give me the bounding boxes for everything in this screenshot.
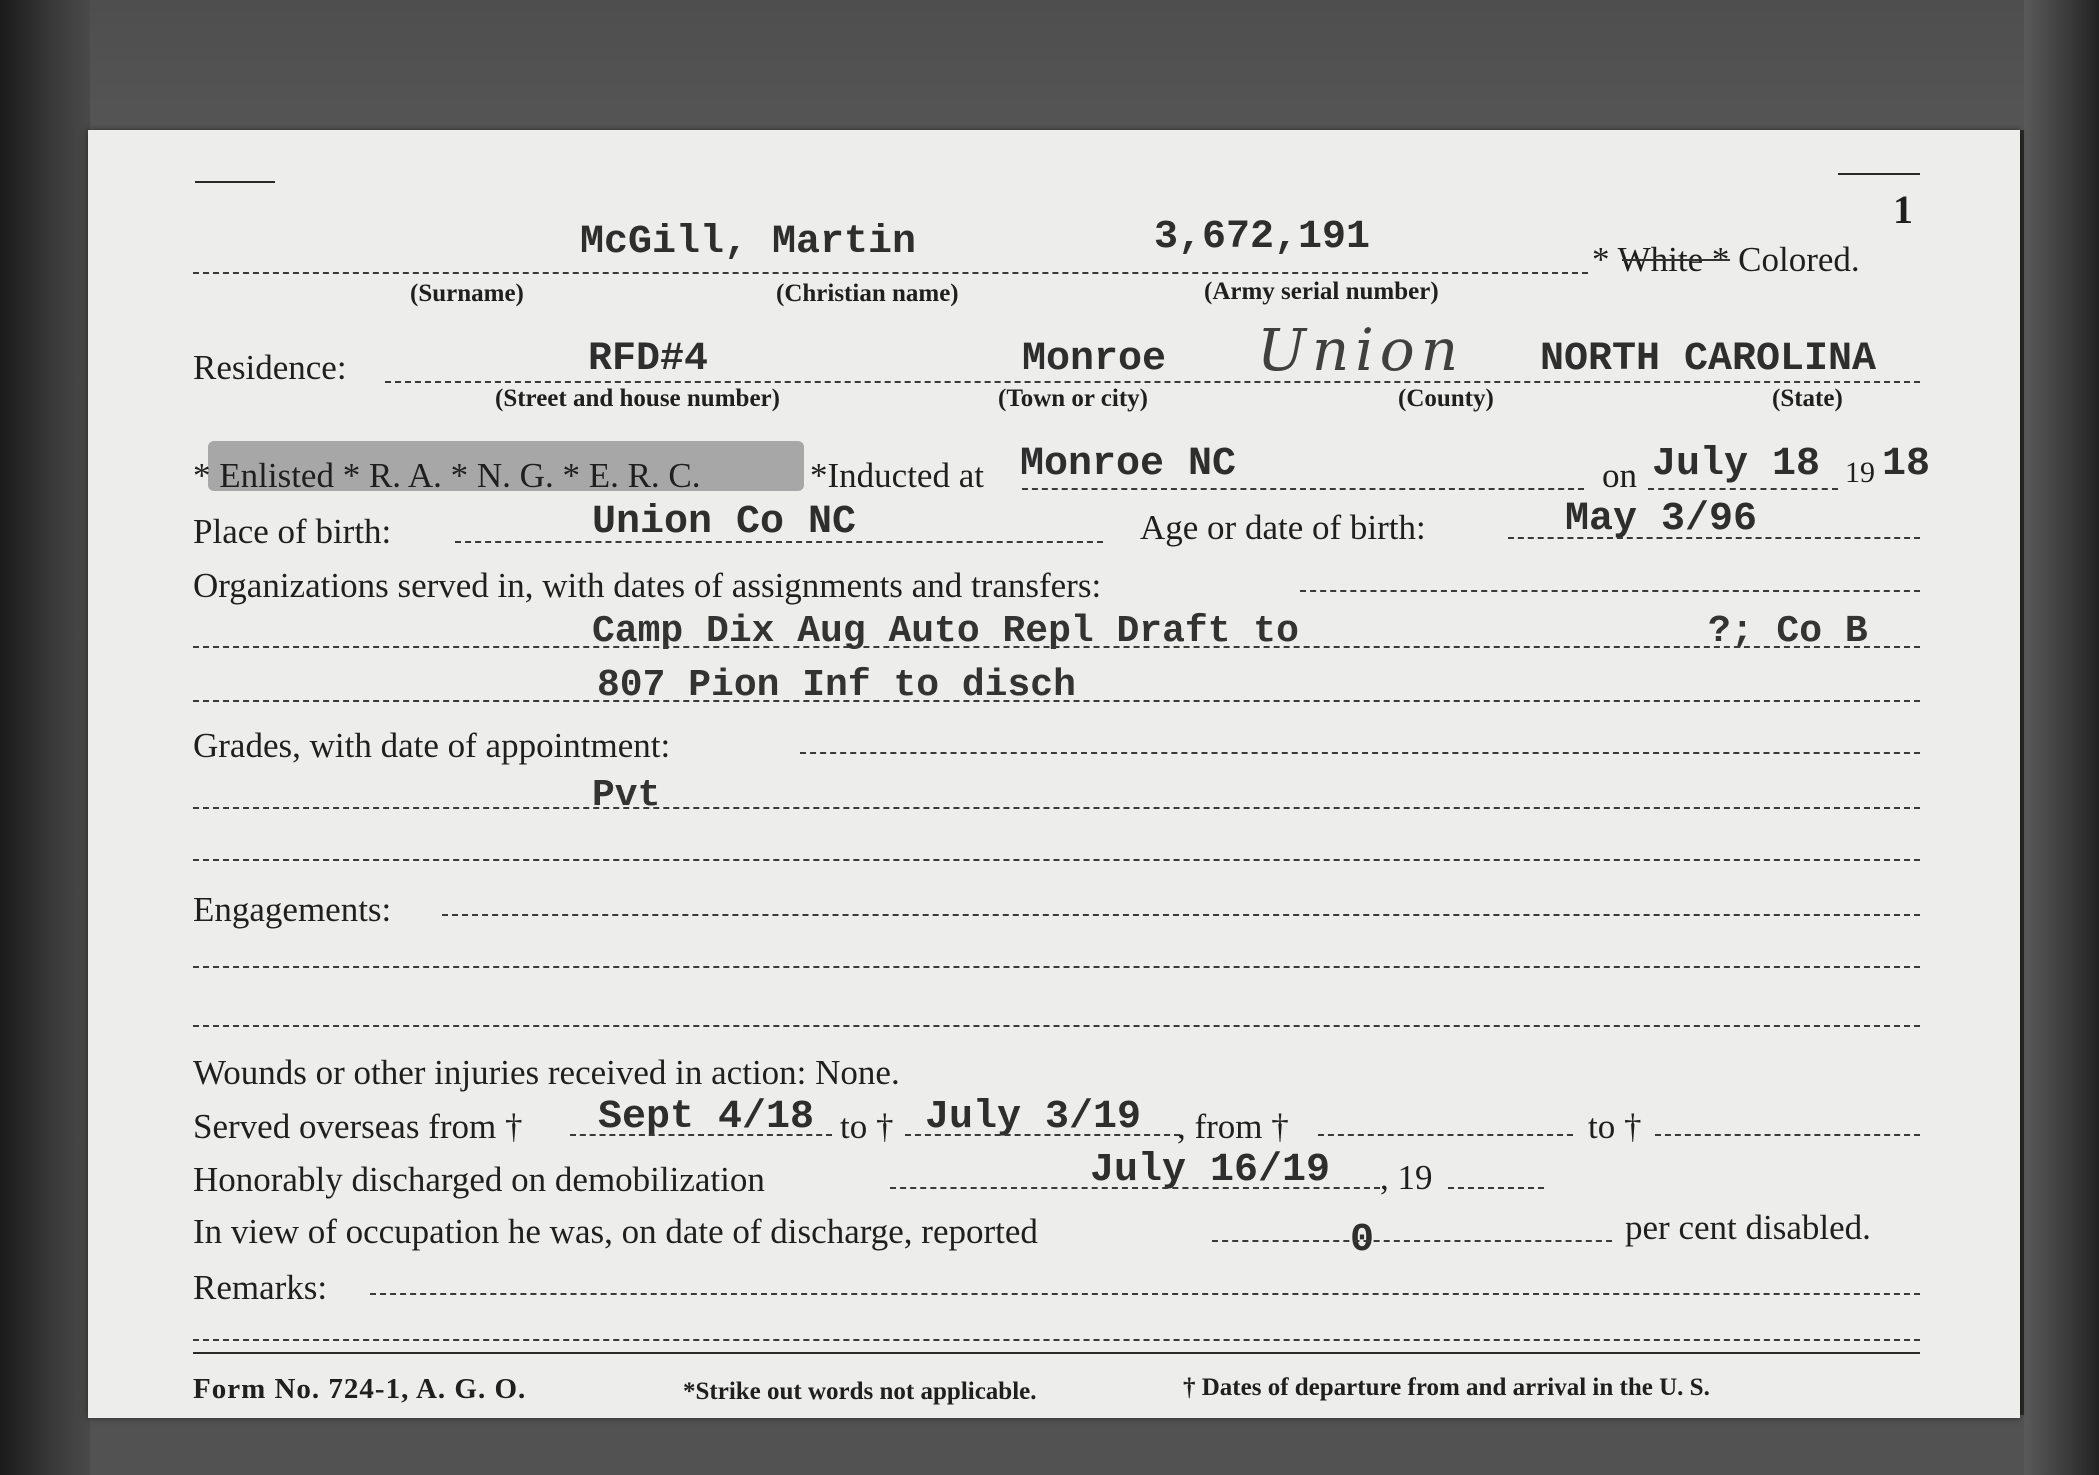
residence-underline bbox=[385, 381, 1920, 383]
footer-rule bbox=[193, 1352, 1920, 1354]
street-caption: (Street and house number) bbox=[495, 385, 780, 412]
card-number: 1 bbox=[1893, 187, 1913, 232]
scan-background-top bbox=[90, 0, 2024, 130]
birthdate-label: Age or date of birth: bbox=[1140, 508, 1426, 547]
birthplace-label: Place of birth: bbox=[193, 512, 392, 551]
overseas-from-2-label: , from † bbox=[1177, 1107, 1289, 1146]
year-prefix: 19 bbox=[1845, 456, 1875, 489]
overseas-to-label: to † bbox=[840, 1107, 894, 1146]
on-label: on bbox=[1602, 456, 1637, 495]
grade-value: Pvt bbox=[592, 774, 661, 817]
overseas-to-1-value: July 3/19 bbox=[925, 1095, 1142, 1140]
street-value: RFD#4 bbox=[588, 337, 709, 382]
engagements-label: Engagements: bbox=[193, 890, 392, 929]
organizations-underline-0 bbox=[1300, 590, 1920, 592]
overseas-from-1-value: Sept 4/18 bbox=[598, 1095, 815, 1140]
surname-caption: (Surname) bbox=[410, 280, 524, 307]
enlisted-options: * Enlisted * R. A. * N. G. * E. R. C. bbox=[193, 456, 701, 495]
footer-note-strike: *Strike out words not applicable. bbox=[683, 1378, 1037, 1405]
christian-name-caption: (Christian name) bbox=[776, 280, 959, 307]
disability-underline bbox=[1212, 1240, 1612, 1242]
county-caption: (County) bbox=[1398, 385, 1494, 412]
organizations-line-1-right: ?; Co B bbox=[1708, 610, 1868, 653]
inducted-place-value: Monroe NC bbox=[1020, 442, 1237, 487]
town-value: Monroe bbox=[1022, 337, 1167, 382]
scan-background-bottom bbox=[90, 1415, 2024, 1475]
discharge-date-value: July 16/19 bbox=[1090, 1148, 1331, 1193]
birthplace-value: Union Co NC bbox=[592, 500, 857, 545]
inducted-date-underline bbox=[1648, 488, 1838, 490]
overseas-to-2-label: to † bbox=[1588, 1107, 1642, 1146]
white-strikethrough bbox=[1622, 259, 1730, 261]
organizations-underline-1 bbox=[193, 646, 1920, 648]
disability-label: In view of occupation he was, on date of discharge, reported bbox=[193, 1212, 1038, 1251]
town-caption: (Town or city) bbox=[998, 385, 1148, 412]
engagements-underline-0 bbox=[442, 914, 1920, 916]
footer-note-dates: † Dates of departure from and arrival in the U. S. bbox=[1183, 1374, 1710, 1401]
grades-underline-0 bbox=[800, 752, 1920, 754]
top-right-rule bbox=[1838, 173, 1920, 175]
birthdate-underline bbox=[1508, 537, 1920, 539]
scan-background-right bbox=[2024, 0, 2099, 1475]
serial-value: 3,672,191 bbox=[1154, 215, 1371, 260]
overseas-to-1-underline bbox=[905, 1134, 1180, 1136]
state-caption: (State) bbox=[1772, 385, 1843, 412]
remarks-label: Remarks: bbox=[193, 1268, 328, 1307]
serial-caption: (Army serial number) bbox=[1204, 278, 1439, 305]
wounds-label: Wounds or other injuries received in action: None. bbox=[193, 1053, 900, 1092]
inducted-year-value: 18 bbox=[1882, 442, 1931, 487]
engagements-underline-1 bbox=[193, 966, 1920, 968]
engagements-underline-2 bbox=[193, 1025, 1920, 1027]
form-number: Form No. 724-1, A. G. O. bbox=[193, 1373, 527, 1405]
race-options: * White * Colored. bbox=[1592, 240, 1860, 279]
county-value: Union bbox=[1257, 316, 1465, 384]
grades-underline-2 bbox=[193, 859, 1920, 861]
scan-background-left bbox=[0, 0, 90, 1475]
organizations-label: Organizations served in, with dates of assignments and transfers: bbox=[193, 566, 1102, 605]
birthdate-value: May 3/96 bbox=[1565, 497, 1758, 542]
overseas-from-2-underline bbox=[1318, 1134, 1573, 1136]
organizations-underline-2 bbox=[193, 700, 1920, 702]
discharge-label: Honorably discharged on demobilization bbox=[193, 1160, 765, 1199]
disability-suffix: per cent disabled. bbox=[1625, 1208, 1871, 1247]
disability-value: 0 bbox=[1350, 1218, 1375, 1263]
inducted-label: *Inducted at bbox=[810, 456, 984, 495]
name-underline bbox=[193, 272, 1588, 274]
name-value: McGill, Martin bbox=[580, 220, 917, 265]
top-left-rule bbox=[195, 181, 275, 183]
birthplace-underline bbox=[455, 541, 1103, 543]
grades-label: Grades, with date of appointment: bbox=[193, 726, 671, 765]
grades-underline-1 bbox=[193, 807, 1920, 809]
inducted-underline bbox=[1022, 488, 1584, 490]
inducted-date-value: July 18 bbox=[1652, 442, 1821, 487]
remarks-underline-1 bbox=[370, 1293, 1920, 1295]
residence-label: Residence: bbox=[193, 348, 347, 387]
overseas-from-label: Served overseas from † bbox=[193, 1107, 523, 1146]
overseas-from-1-underline bbox=[570, 1134, 832, 1136]
organizations-line-2: 807 Pion Inf to disch bbox=[597, 664, 1076, 707]
remarks-underline-2 bbox=[193, 1339, 1920, 1341]
discharge-underline bbox=[890, 1187, 1380, 1189]
overseas-to-2-underline bbox=[1655, 1134, 1920, 1136]
state-value: NORTH CAROLINA bbox=[1540, 337, 1877, 382]
organizations-line-1: Camp Dix Aug Auto Repl Draft to bbox=[592, 610, 1299, 653]
discharge-year-prefix: , 19 bbox=[1380, 1158, 1433, 1197]
discharge-year-underline bbox=[1448, 1187, 1544, 1189]
